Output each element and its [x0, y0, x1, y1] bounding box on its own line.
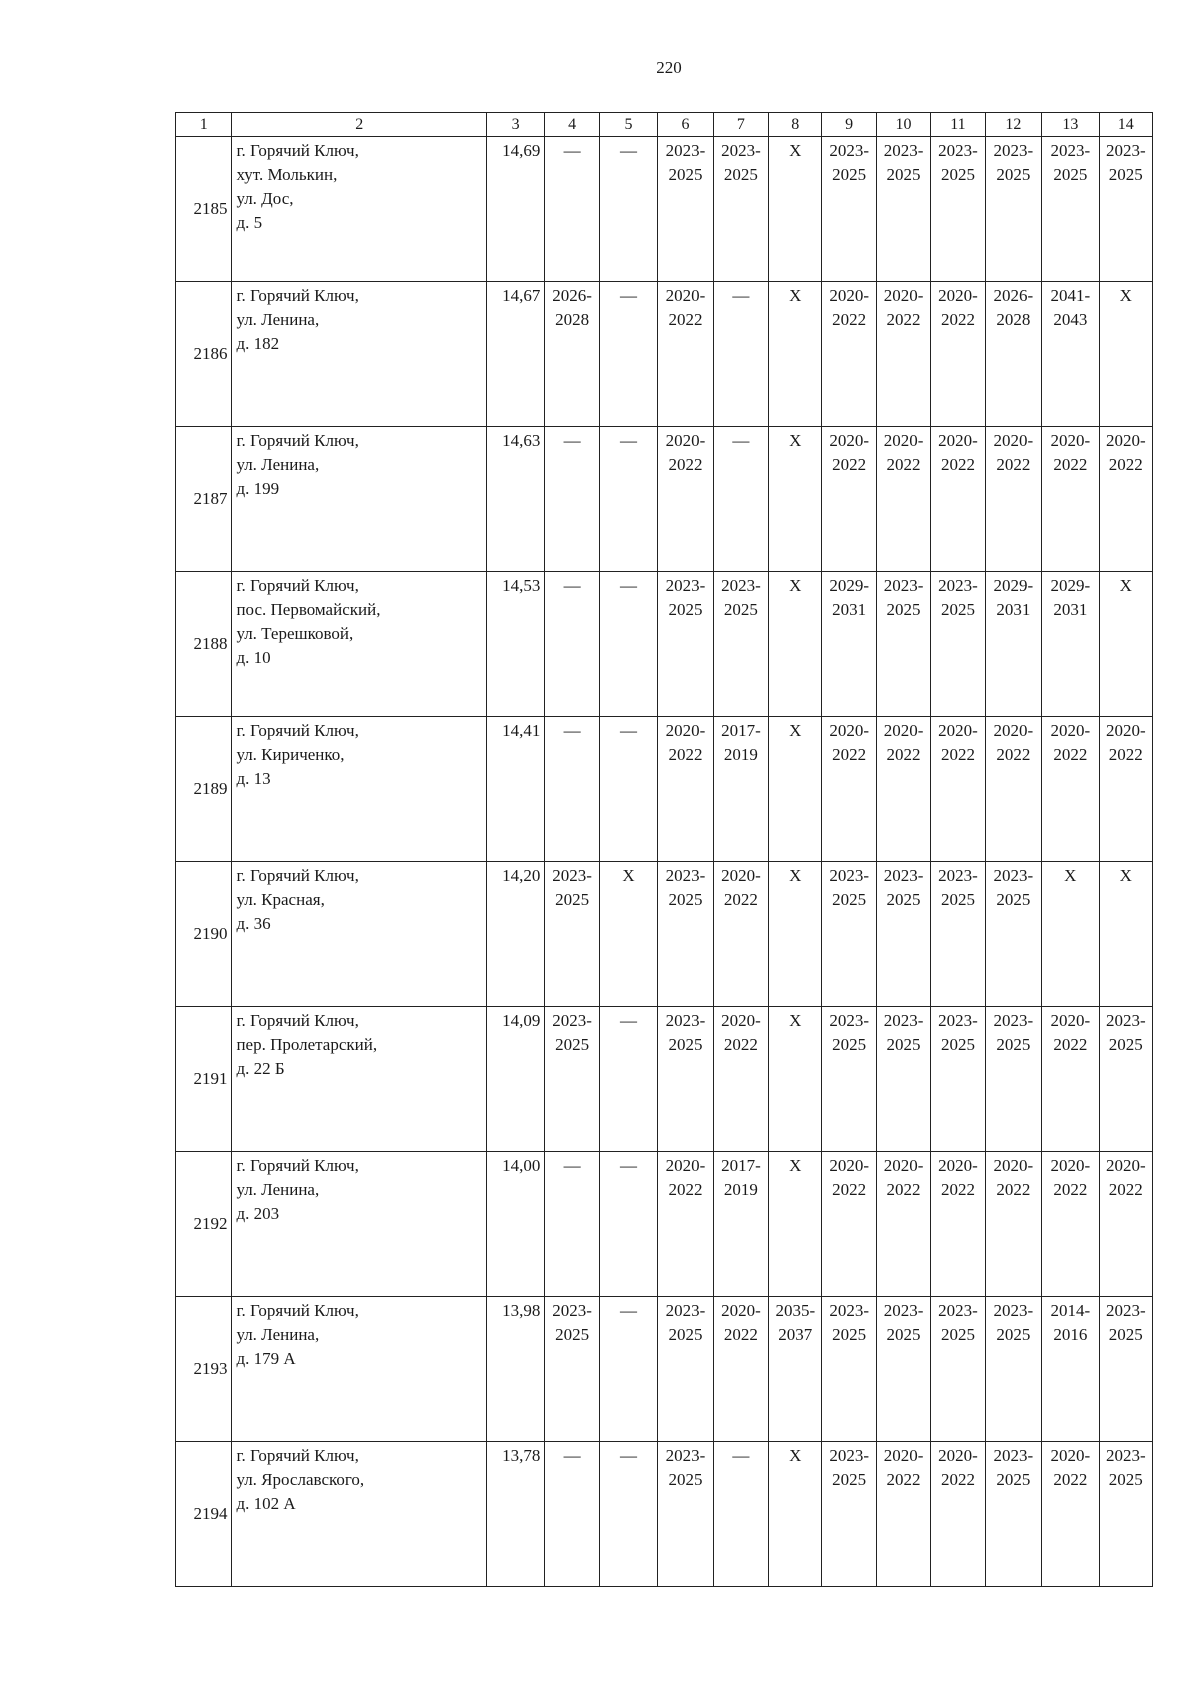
- value-cell: —: [599, 282, 657, 427]
- address-line: г. Горячий Ключ,: [236, 1011, 359, 1030]
- value-cell: —: [713, 282, 768, 427]
- value-cell: 2029- 2031: [1042, 572, 1099, 717]
- address-line: пер. Пролетарский,: [236, 1035, 378, 1054]
- value-cell-length: 14,69: [486, 137, 544, 282]
- address-line: д. 199: [236, 479, 280, 498]
- address-line: г. Горячий Ключ,: [236, 576, 359, 595]
- address-cell: [232, 1442, 487, 1587]
- value-cell: 2023- 2025: [931, 862, 985, 1007]
- address-cell: [232, 1297, 487, 1442]
- table-row: [176, 1152, 1153, 1297]
- value-cell: 2023- 2025: [822, 137, 876, 282]
- value-cell: —: [545, 717, 599, 862]
- value-cell: 2014- 2016: [1042, 1297, 1099, 1442]
- value-cell: —: [713, 427, 768, 572]
- address-line: д. 13: [236, 769, 271, 788]
- table-row: [176, 1007, 1153, 1152]
- address-cell: [232, 862, 487, 1007]
- value-cell: 2020- 2022: [1042, 717, 1099, 862]
- value-cell: 2020- 2022: [822, 717, 876, 862]
- row-number: 2189: [176, 717, 232, 862]
- value-cell: 2023- 2025: [658, 572, 713, 717]
- table-row: [176, 862, 1153, 1007]
- value-cell-length: 14,63: [486, 427, 544, 572]
- table-row: [176, 427, 1153, 572]
- table-row: [176, 572, 1153, 717]
- value-cell: —: [599, 717, 657, 862]
- value-cell: 2020- 2022: [931, 717, 985, 862]
- value-cell-length: 13,98: [486, 1297, 544, 1442]
- value-cell: 2020- 2022: [1042, 1152, 1099, 1297]
- value-cell: 2041- 2043: [1042, 282, 1099, 427]
- row-number: 2187: [176, 427, 232, 572]
- value-cell: 2023- 2025: [985, 862, 1041, 1007]
- value-cell: X: [769, 427, 822, 572]
- value-cell-length: 13,78: [486, 1442, 544, 1587]
- value-cell: 2023- 2025: [931, 1007, 985, 1152]
- value-cell: X: [769, 137, 822, 282]
- value-cell: 2023- 2025: [931, 1297, 985, 1442]
- value-cell: 2020- 2022: [713, 1297, 768, 1442]
- value-cell: X: [769, 1007, 822, 1152]
- value-cell: 2017- 2019: [713, 1152, 768, 1297]
- value-cell: X: [1042, 862, 1099, 1007]
- value-cell: 2020- 2022: [876, 1152, 930, 1297]
- value-cell: 2020- 2022: [713, 862, 768, 1007]
- address-line: ул. Кириченко,: [236, 745, 345, 764]
- value-cell: —: [599, 427, 657, 572]
- address-cell: [232, 1007, 487, 1152]
- row-number: 2185: [176, 137, 232, 282]
- value-cell: X: [769, 1152, 822, 1297]
- column-header: 1: [176, 113, 232, 137]
- address-cell: [232, 1152, 487, 1297]
- value-cell: X: [769, 862, 822, 1007]
- value-cell: 2023- 2025: [713, 572, 768, 717]
- address-line: д. 36: [236, 914, 271, 933]
- value-cell: 2023- 2025: [985, 137, 1041, 282]
- value-cell: 2023- 2025: [545, 1007, 599, 1152]
- value-cell: 2023- 2025: [658, 137, 713, 282]
- value-cell: 2020- 2022: [1099, 427, 1152, 572]
- value-cell: 2023- 2025: [876, 1007, 930, 1152]
- value-cell: 2023- 2025: [822, 1007, 876, 1152]
- address-line: ул. Ярославского,: [236, 1470, 365, 1489]
- value-cell: 2026- 2028: [985, 282, 1041, 427]
- column-header: 3: [486, 113, 544, 137]
- address-cell: [232, 137, 487, 282]
- address-line: д. 179 А: [236, 1349, 296, 1368]
- address-line: г. Горячий Ключ,: [236, 866, 359, 885]
- value-cell: 2023- 2025: [822, 862, 876, 1007]
- value-cell: 2020- 2022: [822, 1152, 876, 1297]
- address-line: ул. Ленина,: [236, 1180, 320, 1199]
- address-line: хут. Молькин,: [236, 165, 338, 184]
- column-header: 13: [1042, 113, 1099, 137]
- value-cell: 2023- 2025: [931, 137, 985, 282]
- value-cell-length: 14,20: [486, 862, 544, 1007]
- value-cell: —: [713, 1442, 768, 1587]
- value-cell: 2026- 2028: [545, 282, 599, 427]
- value-cell: 2020- 2022: [931, 282, 985, 427]
- value-cell: X: [1099, 862, 1152, 1007]
- value-cell: 2023- 2025: [713, 137, 768, 282]
- address-cell: [232, 572, 487, 717]
- value-cell: 2023- 2025: [822, 1297, 876, 1442]
- value-cell: 2023- 2025: [545, 862, 599, 1007]
- value-cell: 2023- 2025: [658, 1442, 713, 1587]
- page-number: 220: [656, 58, 682, 77]
- value-cell: X: [769, 1442, 822, 1587]
- address-line: ул. Красная,: [236, 890, 325, 909]
- address-line: г. Горячий Ключ,: [236, 1156, 359, 1175]
- value-cell: 2023- 2025: [1099, 1442, 1152, 1587]
- value-cell: 2023- 2025: [985, 1297, 1041, 1442]
- column-header: 4: [545, 113, 599, 137]
- value-cell: X: [1099, 282, 1152, 427]
- address-line: д. 102 А: [236, 1494, 296, 1513]
- address-line: пос. Первомайский,: [236, 600, 381, 619]
- address-cell: [232, 282, 487, 427]
- column-header: 6: [658, 113, 713, 137]
- column-header: 7: [713, 113, 768, 137]
- address-line: д. 182: [236, 334, 280, 353]
- value-cell: 2020- 2022: [658, 282, 713, 427]
- value-cell: 2029- 2031: [985, 572, 1041, 717]
- table-row: [176, 1297, 1153, 1442]
- value-cell: 2020- 2022: [713, 1007, 768, 1152]
- value-cell: —: [545, 1442, 599, 1587]
- value-cell-length: 14,09: [486, 1007, 544, 1152]
- address-line: ул. Терешковой,: [236, 624, 354, 643]
- value-cell: 2020- 2022: [985, 717, 1041, 862]
- row-number: 2186: [176, 282, 232, 427]
- value-cell: —: [599, 572, 657, 717]
- value-cell-length: 14,67: [486, 282, 544, 427]
- value-cell: 2023- 2025: [876, 862, 930, 1007]
- value-cell: 2023- 2025: [658, 1297, 713, 1442]
- value-cell: 2020- 2022: [822, 282, 876, 427]
- value-cell: 2020- 2022: [931, 427, 985, 572]
- value-cell: X: [769, 717, 822, 862]
- value-cell: 2029- 2031: [822, 572, 876, 717]
- value-cell: X: [769, 282, 822, 427]
- address-line: г. Горячий Ключ,: [236, 431, 359, 450]
- value-cell: 2020- 2022: [985, 1152, 1041, 1297]
- address-line: г. Горячий Ключ,: [236, 286, 359, 305]
- value-cell: 2023- 2025: [658, 862, 713, 1007]
- column-header: 11: [931, 113, 985, 137]
- value-cell: 2020- 2022: [876, 717, 930, 862]
- value-cell: —: [599, 137, 657, 282]
- address-line: ул. Ленина,: [236, 310, 320, 329]
- column-header: 12: [985, 113, 1041, 137]
- value-cell: 2023- 2025: [822, 1442, 876, 1587]
- address-line: ул. Дос,: [236, 189, 294, 208]
- table-row: [176, 282, 1153, 427]
- address-line: г. Горячий Ключ,: [236, 1301, 359, 1320]
- value-cell: 2017- 2019: [713, 717, 768, 862]
- value-cell: 2020- 2022: [658, 427, 713, 572]
- header-row: [176, 113, 1153, 137]
- value-cell: 2023- 2025: [1099, 1297, 1152, 1442]
- column-header: 14: [1099, 113, 1152, 137]
- address-cell: [232, 427, 487, 572]
- value-cell: 2020- 2022: [931, 1152, 985, 1297]
- value-cell: —: [599, 1007, 657, 1152]
- value-cell: 2020- 2022: [1042, 1442, 1099, 1587]
- value-cell: 2023- 2025: [1099, 137, 1152, 282]
- address-line: ул. Ленина,: [236, 1325, 320, 1344]
- address-line: г. Горячий Ключ,: [236, 1446, 359, 1465]
- table-row: [176, 137, 1153, 282]
- value-cell: X: [769, 572, 822, 717]
- value-cell: 2020- 2022: [1099, 717, 1152, 862]
- address-line: г. Горячий Ключ,: [236, 141, 359, 160]
- address-line: ул. Ленина,: [236, 455, 320, 474]
- row-number: 2193: [176, 1297, 232, 1442]
- address-line: г. Горячий Ключ,: [236, 721, 359, 740]
- row-number: 2192: [176, 1152, 232, 1297]
- value-cell: —: [545, 1152, 599, 1297]
- address-cell: [232, 717, 487, 862]
- value-cell: 2023- 2025: [658, 1007, 713, 1152]
- value-cell: —: [545, 572, 599, 717]
- value-cell: —: [599, 1297, 657, 1442]
- address-line: д. 22 Б: [236, 1059, 285, 1078]
- column-header: 5: [599, 113, 657, 137]
- value-cell: 2020- 2022: [931, 1442, 985, 1587]
- value-cell: 2023- 2025: [876, 137, 930, 282]
- value-cell-length: 14,00: [486, 1152, 544, 1297]
- row-number: 2194: [176, 1442, 232, 1587]
- value-cell: 2023- 2025: [876, 1297, 930, 1442]
- column-header: 2: [232, 113, 487, 137]
- value-cell: 2023- 2025: [931, 572, 985, 717]
- value-cell: —: [545, 137, 599, 282]
- value-cell: 2023- 2025: [1099, 1007, 1152, 1152]
- value-cell: 2023- 2025: [985, 1007, 1041, 1152]
- value-cell: 2020- 2022: [876, 1442, 930, 1587]
- value-cell: 2023- 2025: [876, 572, 930, 717]
- value-cell: 2020- 2022: [876, 282, 930, 427]
- schedule-table: [175, 112, 1153, 1587]
- value-cell: X: [1099, 572, 1152, 717]
- value-cell-length: 14,41: [486, 717, 544, 862]
- value-cell: —: [599, 1152, 657, 1297]
- value-cell: 2035- 2037: [769, 1297, 822, 1442]
- value-cell-length: 14,53: [486, 572, 544, 717]
- value-cell: 2020- 2022: [1042, 1007, 1099, 1152]
- value-cell: 2020- 2022: [658, 1152, 713, 1297]
- address-line: д. 10: [236, 648, 271, 667]
- value-cell: 2020- 2022: [1099, 1152, 1152, 1297]
- value-cell: 2023- 2025: [545, 1297, 599, 1442]
- table-row: [176, 1442, 1153, 1587]
- value-cell: 2023- 2025: [985, 1442, 1041, 1587]
- value-cell: 2020- 2022: [985, 427, 1041, 572]
- row-number: 2191: [176, 1007, 232, 1152]
- value-cell: —: [599, 1442, 657, 1587]
- value-cell: 2020- 2022: [876, 427, 930, 572]
- value-cell: X: [599, 862, 657, 1007]
- address-line: д. 5: [236, 213, 263, 232]
- column-header: 9: [822, 113, 876, 137]
- row-number: 2188: [176, 572, 232, 717]
- column-header: 10: [876, 113, 930, 137]
- row-number: 2190: [176, 862, 232, 1007]
- value-cell: 2023- 2025: [1042, 137, 1099, 282]
- value-cell: 2020- 2022: [658, 717, 713, 862]
- value-cell: —: [545, 427, 599, 572]
- value-cell: 2020- 2022: [1042, 427, 1099, 572]
- value-cell: 2020- 2022: [822, 427, 876, 572]
- table-row: [176, 717, 1153, 862]
- address-line: д. 203: [236, 1204, 280, 1223]
- column-header: 8: [769, 113, 822, 137]
